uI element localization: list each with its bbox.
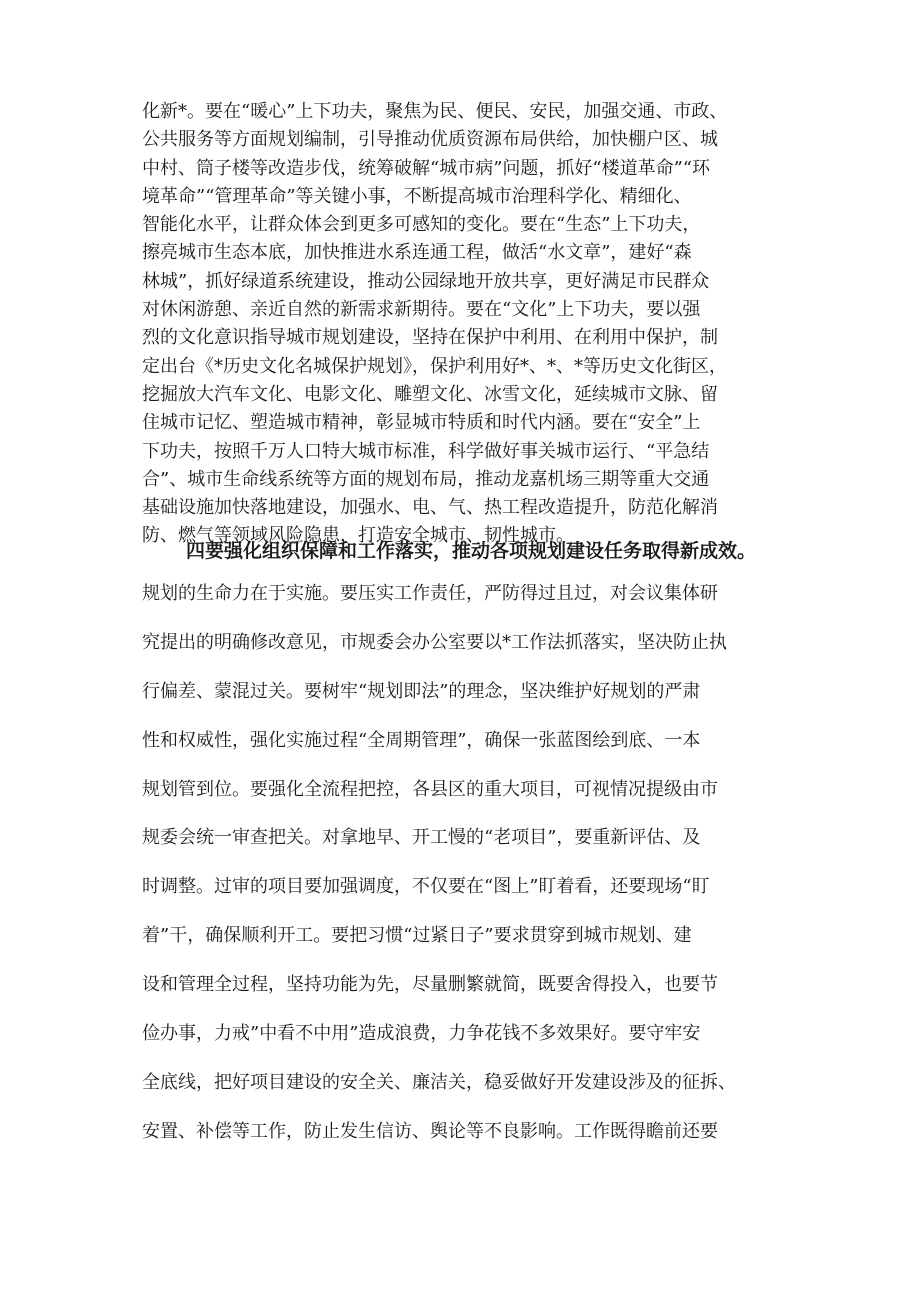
text-line: 擦亮城市生态本底，加快推进水系连通工程，做活“水文章”，建好“森	[142, 242, 692, 264]
text-line: 着”干，确保顺利开工。要把习惯“过紧日子”要求贯穿到城市规划、建	[142, 925, 692, 947]
text-line: 时调整。过审的项目要加强调度，不仅要在“图上”盯着看，还要现场“盯	[142, 876, 710, 898]
text-line: 烈的文化意识指导城市规划建设，坚持在保护中利用、在利用中保护，制	[142, 327, 718, 349]
text-line: 定出台《*历史文化名城保护规划》，保护利用好*、*、*等历史文化街区，	[142, 355, 727, 377]
text-line: 林城”，抓好绿道系统建设，推动公园绿地开放共享，更好满足市民群众	[142, 270, 710, 292]
text-line: 性和权威性，强化实施过程“全周期管理”，确保一张蓝图绘到底、一本	[142, 729, 701, 751]
text-line: 全底线，把好项目建设的安全关、廉洁关，稳妥做好开发建设涉及的征拆、	[142, 1071, 736, 1093]
text-line: 基础设施加快落地建设，加强水、电、气、热工程改造提升，防范化解消	[142, 497, 718, 519]
text-line: 究提出的明确修改意见，市规委会办公室要以*工作法抓落实，坚决防止执	[142, 631, 727, 653]
text-line: 规委会统一审查把关。对拿地早、开工慢的“老项目”，要重新评估、及	[142, 827, 701, 849]
text-line: 智能化水平，让群众体会到更多可感知的变化。要在“生态”上下功夫，	[142, 214, 701, 236]
text-line: 规划的生命力在于实施。要压实工作责任，严防得过且过，对会议集体研	[142, 583, 718, 604]
text-line: 设和管理全过程，坚持功能为先，尽量删繁就简，既要舍得投入，也要节	[142, 974, 718, 996]
text-line: 合”、城市生命线系统等方面的规划布局，推动龙嘉机场三期等重大交通	[142, 468, 710, 490]
section-heading: 四要强化组织保障和工作落实，推动各项规划建设任务取得新成效。	[186, 540, 757, 562]
text-line: 安置、补偿等工作，防止发生信访、舆论等不良影响。工作既得瞻前还要	[142, 1120, 718, 1142]
text-line: 俭办事，力戒”中看不中用”造成浪费，力争花钱不多效果好。要守牢安	[142, 1023, 701, 1045]
text-line: 中村、筒子楼等改造步伐，统筹破解“城市病”问题，抓好“楼道革命”“环	[142, 157, 711, 179]
text-line: 化新*。要在“暖心”上下功夫，聚焦为民、便民、安民，加强交通、市政、	[142, 101, 728, 122]
text-line: 规划管到位。要强化全流程把控，各县区的重大项目，可视情况提级由市	[142, 778, 718, 800]
text-line: 对休闲游憩、亲近自然的新需求新期待。要在“文化”上下功夫，要以强	[142, 299, 701, 321]
paragraph-implementation	[142, 577, 792, 1164]
text-line: 下功夫，按照千万人口特大城市标准，科学做好事关城市运行、“平急结	[142, 440, 710, 462]
text-line: 防、燃气等领域风险隐患，打造安全城市、韧性城市。	[142, 525, 574, 547]
text-line: 行偏差、蒙混过关。要树牢“规划即法”的理念，坚决维护好规划的严肃	[142, 680, 701, 702]
text-line: 境革命”“管理革命”等关键小事，不断提高城市治理科学化、精细化、	[142, 185, 692, 207]
text-line: 公共服务等方面规划编制，引导推动优质资源布局供给，加快棚户区、城	[142, 129, 718, 151]
text-line: 住城市记忆、塑造城市精神，彰显城市特质和时代内涵。要在“安全”上	[142, 412, 701, 434]
paragraph-urban-governance	[142, 98, 792, 551]
text-line: 挖掘放大汽车文化、电影文化、雕塑文化、冰雪文化，延续城市文脉、留	[142, 383, 718, 405]
